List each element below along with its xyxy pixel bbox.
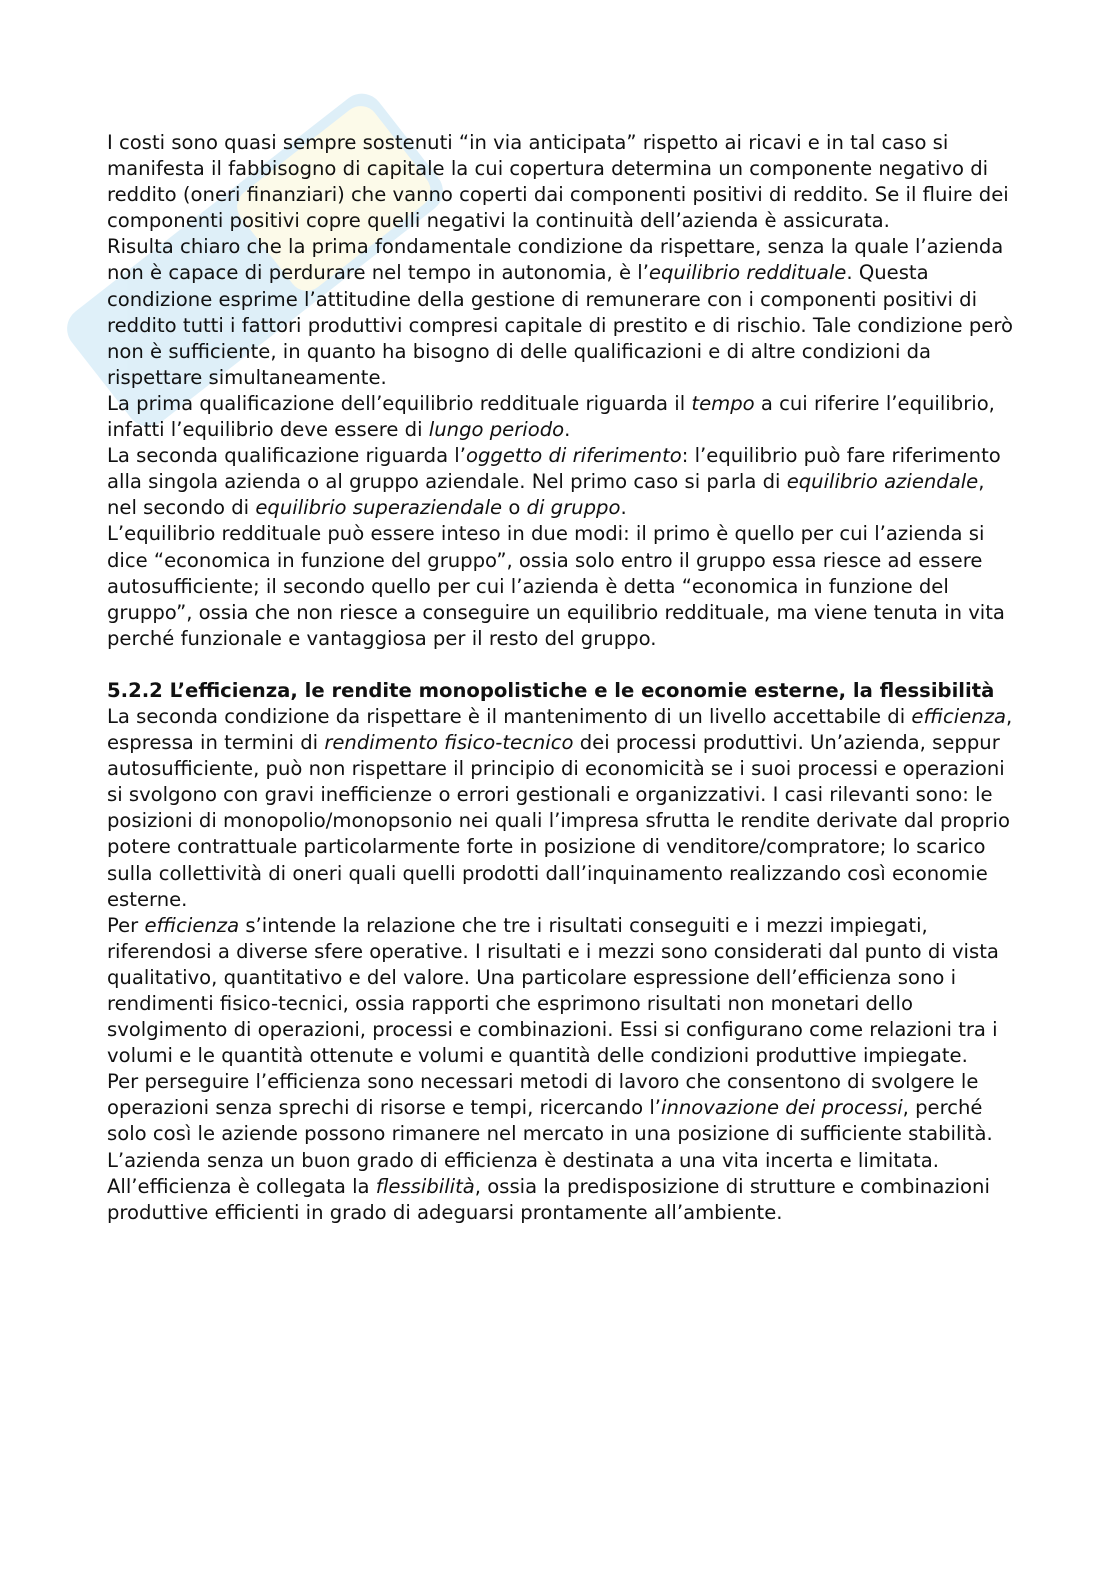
document-body [107, 130, 1017, 1226]
paragraph-qualificazione-tempo: La prima qualificazione dell’equilibrio reddituale riguarda il tempo a cui riferire l’equilibrio, infatti l’equilibrio deve essere di lungo periodo. [107, 391, 995, 442]
paragraph-costi: I costi sono quasi sempre sostenuti “in via anticipata” rispetto ai ricavi e in tal caso si manifesta il fabbisogno di capitale la cui copertura determina un componente negativo di reddito (oneri finanziari) che vanno coperti dai componenti positivi di reddito. Se il fluire dei componenti positivi copre quelli negativi la continuità dell’azienda è assicurata. [107, 131, 1009, 233]
paragraph-due-modi: L’equilibrio reddituale può essere inteso in due modi: il primo è quello per cui l’azienda si dice “economica in funzione del gruppo”, ossia solo entro il gruppo essa riesce ad essere autosufficiente; il secondo quello per cui l’azienda è detta “economica in funzione del gruppo”, ossia che non riesce a conseguire un equilibrio reddituale, ma viene tenuta in vita perché funzionale e vantaggiosa per il resto del gruppo. [107, 522, 1005, 650]
paragraph-flessibilita: All’efficienza è collegata la flessibilità, ossia la predisposizione di strutture e combinazioni produttive efficienti in grado di adeguarsi prontamente all’ambiente. [107, 1174, 990, 1224]
paragraph-equilibrio-reddituale: Risulta chiaro che la prima fondamentale condizione da rispettare, senza la quale l’azienda non è capace di perdurare nel tempo in autonomia, è l’equilibrio reddituale. Questa condizione esprime l’attitudine della gestione di remunerare con i componenti positivi di reddito tutti i fattori produttivi compresi capitale di prestito e di rischio. Tale condizione però non è sufficiente, in quanto ha bisogno di delle qualificazioni e di altre condizioni da rispettare simultaneamente. [107, 235, 1013, 389]
paragraph-perseguire-efficienza: Per perseguire l’efficienza sono necessari metodi di lavoro che consentono di svolgere le operazioni senza sprechi di risorse e tempi, ricercando l’innovazione dei processi, perché solo così le aziende possono rimanere nel mercato in una posizione di sufficiente stabilità. L’azienda senza un buon grado di efficienza è destinata a una vita incerta e limitata. [107, 1070, 993, 1172]
section-heading: 5.2.2 L’efficienza, le rendite monopolistiche e le economie esterne, la flessibilità [107, 678, 995, 702]
section-spacer [107, 652, 1017, 678]
paragraph-seconda-condizione: La seconda condizione da rispettare è il mantenimento di un livello accettabile di efficienza, espressa in termini di rendimento fisico-tecnico dei processi produttivi. Un’azienda, seppur autosufficiente, può non rispettare il principio di economicità se i suoi processi e operazioni si svolgono con gravi inefficienze o errori gestionali e organizzativi. I casi rilevanti sono: le posizioni di monopolio/monopsonio nei quali l’impresa sfrutta le rendite derivate dal proprio potere contrattuale particolarmente forte in posizione di venditore/compratore; lo scarico sulla collettività di oneri quali quelli prodotti dall’inquinamento realizzando così economie esterne. [107, 704, 1013, 911]
paragraph-qualificazione-oggetto: La seconda qualificazione riguarda l’oggetto di riferimento: l’equilibrio può fare riferimento alla singola azienda o al gruppo aziendale. Nel primo caso si parla di equilibrio aziendale, nel secondo di equilibrio superaziendale o di gruppo. [107, 444, 1001, 520]
paragraph-definizione-efficienza: Per efficienza s’intende la relazione che tre i risultati conseguiti e i mezzi impiegati, riferendosi a diverse sfere operative. I risultati e i mezzi sono considerati dal punto di vista qualitativo, quantitativo e del valore. Una particolare espressione dell’efficienza sono i rendimenti fisico-tecnici, ossia rapporti che esprimono risultati non monetari dello svolgimento di operazioni, processi e combinazioni. Essi si configurano come relazioni tra i volumi e le quantità ottenute e volumi e quantità delle condizioni produttive impiegate. [107, 913, 999, 1068]
